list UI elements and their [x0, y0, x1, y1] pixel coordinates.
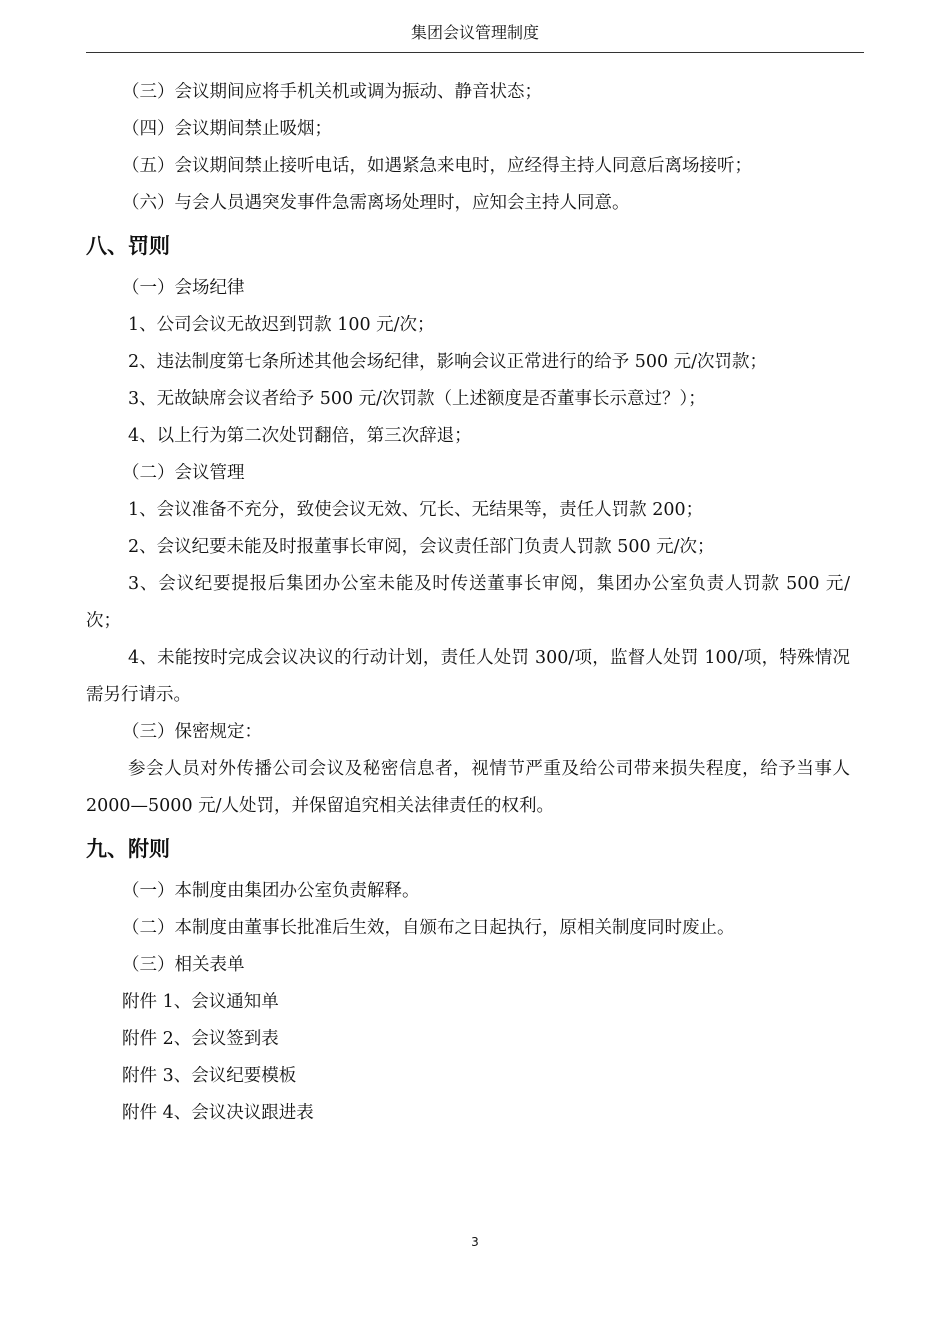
page-header: 集团会议管理制度 — [410, 23, 539, 42]
rule-item: （六）与会人员遇突发事件急需离场处理时，应知会主持人同意。 — [122, 193, 630, 213]
penalty-item: 2、会议纪要未能及时报董事长审阅，会议责任部门负责人罚款 500 元/次； — [128, 537, 715, 557]
rule-item: （四）会议期间禁止吸烟； — [122, 119, 332, 139]
section-heading-penalties: 八、罚则 — [86, 234, 170, 258]
penalty-item: 1、会议准备不充分，致使会议无效、冗长、无结果等，责任人罚款 200； — [128, 500, 704, 520]
appendix-item: （一）本制度由集团办公室负责解释。 — [122, 881, 420, 901]
attachment-item: 附件 3、会议纪要模板 — [122, 1066, 297, 1086]
appendix-item: （三）相关表单 — [122, 955, 245, 975]
page-number: 3 — [471, 1235, 479, 1249]
rule-item: （五）会议期间禁止接听电话，如遇紧急来电时，应经得主持人同意后离场接听； — [122, 156, 752, 176]
attachment-item: 附件 1、会议通知单 — [122, 992, 279, 1012]
appendix-item: （二）本制度由董事长批准后生效，自颁布之日起执行，原相关制度同时废止。 — [122, 918, 735, 938]
rule-item: （三）会议期间应将手机关机或调为振动、静音状态； — [122, 82, 542, 102]
confidentiality-text: 参会人员对外传播公司会议及秘密信息者，视情节严重及给公司带来损失程度，给予当事人 2000—5000 元/人处罚，并保留追究相关法律责任的权利。 — [86, 759, 850, 816]
subsection-title: （三）保密规定： — [122, 722, 262, 742]
document-body — [86, 74, 850, 1132]
penalty-item: 3、无故缺席会议者给予 500 元/次罚款（上述额度是否董事长示意过？）； — [128, 389, 706, 409]
penalty-item: 3、会议纪要提报后集团办公室未能及时传送董事长审阅，集团办公室负责人罚款 500 元/次； — [86, 574, 850, 631]
section-heading-appendix: 九、附则 — [86, 837, 170, 861]
attachment-item: 附件 2、会议签到表 — [122, 1029, 279, 1049]
penalty-item: 4、未能按时完成会议决议的行动计划，责任人处罚 300/项，监督人处罚 100/项，特殊情况需另行请示。 — [86, 648, 850, 705]
penalty-item: 1、公司会议无故迟到罚款 100 元/次； — [128, 315, 435, 335]
subsection-title: （二）会议管理 — [122, 463, 245, 483]
penalty-item: 2、违法制度第七条所述其他会场纪律，影响会议正常进行的给予 500 元/次罚款； — [128, 352, 768, 372]
subsection-title: （一）会场纪律 — [122, 278, 245, 298]
attachment-item: 附件 4、会议决议跟进表 — [122, 1103, 314, 1123]
penalty-item: 4、以上行为第二次处罚翻倍，第三次辞退； — [128, 426, 472, 446]
header-divider — [86, 52, 864, 53]
